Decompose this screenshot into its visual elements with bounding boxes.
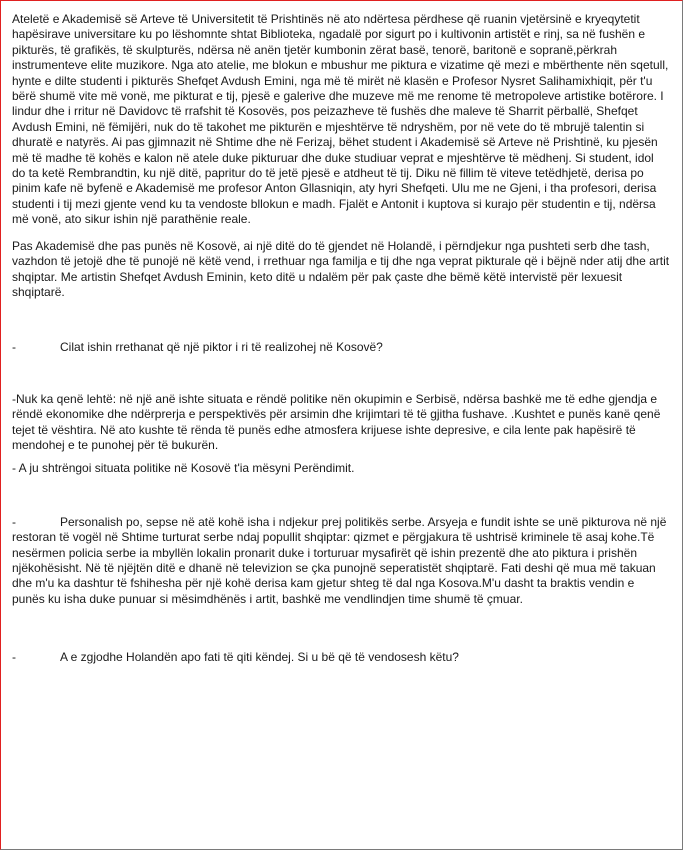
intro-paragraph-1: Ateletë e Akademisë së Arteve të Universitetit të Prishtinës në ato ndërtesa përdhese që ruanin vjetërsinë e kryeqytetit hapësirave universitare ku po lëshomnte shtat Biblioteka, ngadalë por sigurt po i kultivonin artistët e rinj, sa në fushën e pikturës, të grafikës, të skulpturës, ndërsa në anën tjetër kumbonin zërat basë, tenorë, baritonë e sopranë,përkrah instrumenteve elite muzikore. Nga ato atelie, me blokun e mbushur me piktura e vizatime që mezi e mbërthente nën sqetull, hynte e dilte studenti i pikturës Shefqet Avdush Emini, nga më të mirët në klasën e Profesor Nysret Salihamixhiqit, për t'u bërë shumë vite më vonë, me pikturat e tij, pjesë e galerive dhe muzeve më me renome të metropoleve artistike botërore. I lindur dhe i rritur në Davidovc të rrafshit të Kosovës, pos peizazheve të fushës dhe maleve të Sharrit përballë, Shefqet Avdush Emini, në fëmijëri, nuk do të takohet me pikturën e mjeshtërve të ndryshëm, por në vete do të mbrujë talentin si dhuratë e natyrës. Ai pas gjimnazit në Shtime dhe në Ferizaj, bëhet student i Akademisë së Arteve në Prishtinë, ku pjesën më të madhe të kohës e kalon në atele duke pikturuar dhe duke studiuar veprat e mjeshtërve të mëdhenj. Si student, idol do ta ketë Rembrandtin, ku një ditë, papritur do të jetë pjesë e atdheut të tij. Diku në fillim të viteve tetëdhjetë, derisa po pinim kafe në byfenë e Akademisë me profesor Anton Gllasniqin, aty hyri Shefqeti. Ulu me ne Gjeni, i tha profesori, derisa studenti i tij mezi gjente vend ku ta vendoste bllokun e madh. Fjalët e Antonit i kuptova si kurajo për studentin e tij, ndërsa më vonë, ato sikur ishin një parathënie reale.: [12, 12, 669, 227]
question-1-dash: -: [12, 340, 16, 355]
answer-2-dash: -: [12, 514, 16, 529]
document-body: [12, 12, 670, 666]
answer-2-text: Personalish po, sepse në atë kohë isha i ndjekur prej politikës serbe. Arsyeja e fundit ishte se unë pikturova në një restoran të vogël në Shtime turturat serbe ndaj popullit shqiptar: qizmet e përgjakura të ushtrisë kriminele të asaj kohe.Të nesërmen policia serbe ia mbyllën lokalin pronarit duke i torturuar mysafirët që ishin prezentë dhe ato piktura i prishën njëkohësisht. Në të njëjtën ditë e dhanë në televizion se çka punojnë seperatistët shqiptarë. Fati deshi që mua më takuan dhe m'u ka dashtur të fshihesha për një kohë derisa kam gjetur shteg të dal nga Kosova.M'u dasht ta braktis vendin e punës ku isha duke punuar si mësimdhënës i artit, bashkë me vendlindjen time shumë të çmuar.: [12, 514, 667, 606]
answer-1: -Nuk ka qenë lehtë: në një anë ishte situata e rëndë politike nën okupimin e Serbisë, ndërsa bashkë me të edhe gjendja e rëndë ekonomike dhe ndërprerja e perspektivës për arsimin dhe krijimtari të të gjitha fushave. .Kushtet e punës kanë qenë tejet të vështira. Në ato kushte të rënda të punës edhe atmosfera krijuese ishte depresive, e cila lente pak hapësirë të mendohej e te punohej për të bukurën.: [12, 391, 661, 452]
intro-paragraph-2: Pas Akademisë dhe pas punës në Kosovë, ai një ditë do të gjendet në Holandë, i përndjekur nga pushteti serb dhe tash, vazhdon të jetojë dhe të punojë në këtë vend, i rrethuar nga familja e tij dhe nga veprat pikturale që i bëjnë nder atij dhe artit shqiptar. Me artistin Shefqet Avdush Eminin, keto ditë u ndalëm për pak çaste dhe bëmë këtë intervistë për lexuesit shqiptarë.: [12, 238, 670, 299]
question-1: [12, 340, 670, 355]
question-3-text: A e zgjodhe Holandën apo fati të qiti këndej. Si u bë që të vendosesh këtu?: [60, 650, 459, 665]
answer-2: [12, 515, 670, 607]
question-1-text: Cilat ishin rrethanat që një piktor i ri të realizohej në Kosovë?: [60, 340, 383, 355]
question-3: [12, 650, 670, 665]
question-3-dash: -: [12, 650, 16, 665]
question-2: - A ju shtrëngoi situata politike në Kosovë t'ia mësyni Perëndimit.: [12, 461, 355, 476]
